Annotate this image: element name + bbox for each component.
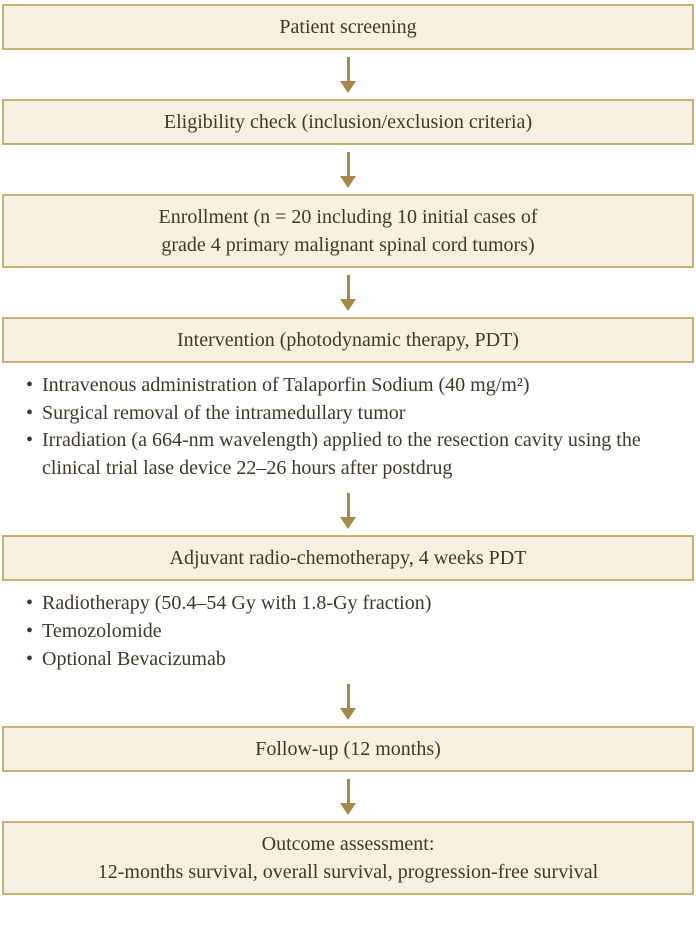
bullet-item: • Radiotherapy (50.4–54 Gy with 1.8-Gy fraction): [26, 590, 680, 618]
eligibility-check-box: [2, 99, 694, 145]
arrow-head: [340, 517, 356, 529]
down-arrow-icon: [0, 779, 696, 815]
bullet-item: • Intravenous administration of Talaporfin Sodium (40 mg/m²): [26, 372, 680, 400]
bullet-item: • Temozolomide: [26, 618, 680, 646]
enrollment-box: [2, 194, 694, 268]
arrow-stem: [347, 684, 350, 708]
arrow-stem: [347, 493, 350, 517]
outcome-assessment-box: [2, 821, 694, 895]
patient-screening-label: Patient screening: [279, 16, 417, 38]
follow-up-box: [2, 726, 694, 772]
enrollment-label-line1: Enrollment (n = 20 including 10 initial cases of: [158, 206, 538, 228]
intervention-box: [2, 317, 694, 363]
bullet-item: • Surgical removal of the intramedullary tumor: [26, 400, 680, 428]
follow-up-label: Follow-up (12 months): [255, 738, 441, 761]
clinical-trial-flowchart: [0, 4, 696, 895]
down-arrow-icon: [0, 152, 696, 188]
arrow-head: [340, 81, 356, 93]
arrow-stem: [347, 779, 350, 803]
adjuvant-bullet-list: [26, 590, 680, 673]
down-arrow-icon: [0, 275, 696, 311]
outcome-assessment-label-line1: Outcome assessment:: [261, 833, 435, 856]
patient-screening-box: [2, 4, 694, 50]
down-arrow-icon: [0, 57, 696, 93]
down-arrow-icon: [0, 684, 696, 720]
intervention-label: Intervention (photodynamic therapy, PDT): [177, 329, 519, 351]
arrow-stem: [347, 152, 350, 176]
arrow-stem: [347, 57, 350, 81]
arrow-head: [340, 299, 356, 311]
adjuvant-therapy-box: [2, 535, 694, 581]
bullet-item: • Irradiation (a 664-nm wavelength) applied to the resection cavity using the clinical trial lase device 22–26 hours after postdrug: [26, 427, 680, 482]
arrow-head: [340, 176, 356, 188]
eligibility-check-label: Eligibility check (inclusion/exclusion criteria): [163, 111, 533, 133]
down-arrow-icon: [0, 493, 696, 529]
arrow-stem: [347, 275, 350, 299]
arrow-head: [340, 708, 356, 720]
adjuvant-therapy-label: Adjuvant radio-chemotherapy, 4 weeks PDT: [169, 547, 527, 570]
arrow-head: [340, 803, 356, 815]
bullet-item: • Optional Bevacizumab: [26, 646, 680, 674]
enrollment-label-line2: grade 4 primary malignant spinal cord tumors): [161, 234, 535, 256]
intervention-bullet-list: [26, 372, 680, 482]
outcome-assessment-label-line2: 12-months survival, overall survival, progression-free survival: [97, 861, 599, 884]
